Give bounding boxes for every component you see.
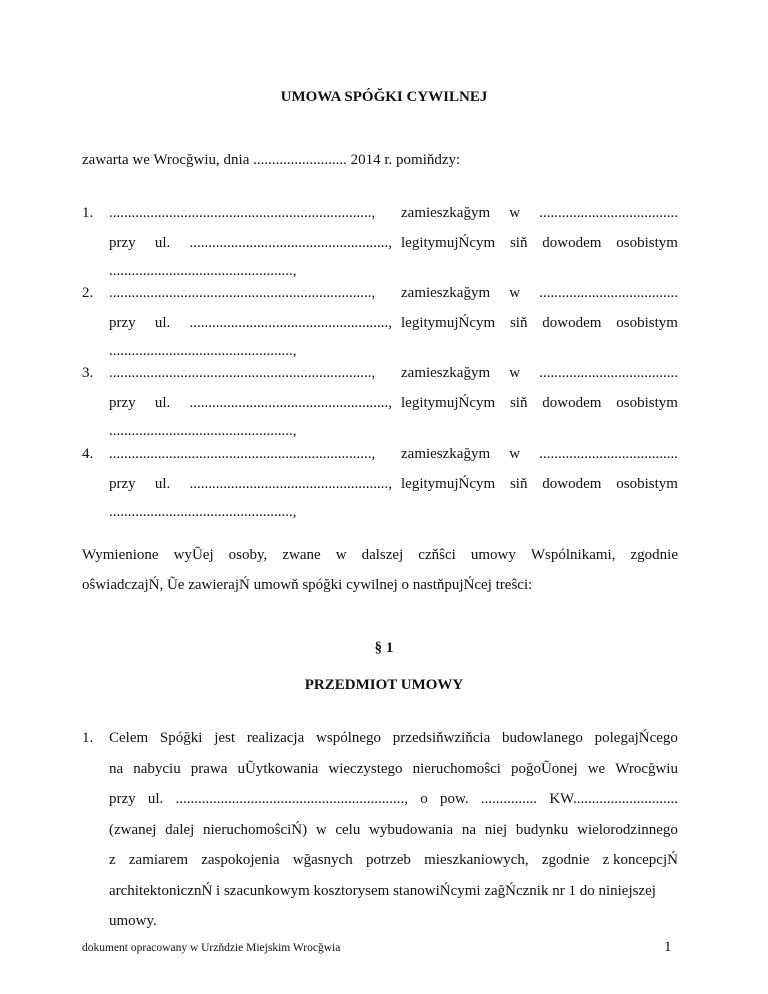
- article-number: 1.: [82, 730, 94, 746]
- article-word: nieruchomoŝci: [412, 760, 501, 777]
- article-word: ...............: [480, 791, 538, 807]
- street-prefix: przy: [109, 315, 136, 331]
- article-word: Celem: [109, 730, 149, 746]
- resident-label: zamieszkağym: [401, 285, 491, 301]
- id-self: siň: [509, 235, 528, 251]
- article-word: budowlanego: [502, 730, 583, 746]
- party-name-dots: ......................................................................,: [109, 285, 376, 301]
- article-word: w: [315, 821, 327, 838]
- article-word: ul.: [147, 791, 164, 807]
- article-word: o: [420, 791, 428, 807]
- id-doc: dowodem: [542, 476, 602, 492]
- article-word: prawa: [190, 760, 228, 777]
- article-word: przedsiňwziňcia: [392, 730, 491, 746]
- party-number: 3.: [82, 365, 94, 381]
- article-word: zamiarem: [128, 852, 189, 868]
- resident-label: zamieszkağym: [401, 446, 491, 462]
- street-prefix: przy: [109, 235, 136, 251]
- statement-word: czňŝci: [418, 547, 456, 563]
- article-word: jest: [214, 730, 236, 746]
- document-title: UMOWA SPÓĞKI CYWILNEJ: [280, 89, 488, 105]
- article-word: uŨytkowania: [237, 760, 319, 777]
- article-word: zgodnie: [541, 852, 590, 868]
- street-ul: ul.: [154, 476, 171, 492]
- article-line: [109, 852, 678, 869]
- id-doc2: osobistym: [616, 315, 678, 331]
- id-doc: dowodem: [542, 235, 602, 251]
- article-word: zaspokojenia: [201, 852, 280, 868]
- article-word: Spóğki: [159, 730, 203, 746]
- resident-label: zamieszkağym: [401, 205, 491, 221]
- article-line: [109, 761, 678, 778]
- article-word: realizacja: [246, 730, 305, 746]
- party-name-dots: ......................................................................,: [109, 365, 376, 381]
- article-word: wieczystego: [328, 760, 403, 777]
- statement-word: zwane: [282, 547, 321, 563]
- statement-word: osoby,: [228, 547, 268, 563]
- article-word: mieszkaniowych,: [424, 852, 529, 868]
- article-word: z koncepcjŃ: [602, 852, 678, 868]
- id-self: siň: [509, 315, 528, 331]
- id-self: siň: [509, 476, 528, 492]
- statement-line-1: [82, 547, 678, 564]
- city-dots: .....................................: [539, 365, 678, 381]
- id-doc2: osobistym: [616, 235, 678, 251]
- article-word: (zwanej: [109, 821, 157, 838]
- id-dots: .................................................,: [109, 343, 297, 359]
- article-line: [109, 822, 678, 839]
- id-label: legitymujŃcym: [401, 315, 496, 331]
- article-word: niej: [484, 821, 508, 838]
- article-word: dalej: [165, 821, 195, 838]
- article-word: wğasnych: [292, 852, 353, 868]
- id-label: legitymujŃcym: [401, 235, 496, 251]
- section-heading: PRZEDMIOT UMOWY: [304, 677, 464, 693]
- intro-line: zawarta we Wrocğwiu, dnia ......................... 2014 r. pomiňdzy:: [82, 152, 461, 168]
- street-ul: ul.: [154, 315, 171, 331]
- city-dots: .....................................: [539, 205, 678, 221]
- article-word: wielorodzinnego: [577, 821, 678, 838]
- city-dots: .....................................: [539, 285, 678, 301]
- article-word: KW............................: [549, 791, 678, 807]
- id-doc: dowodem: [542, 395, 602, 411]
- street-ul: ul.: [154, 235, 171, 251]
- party-number: 2.: [82, 285, 94, 301]
- id-dots: .................................................,: [109, 504, 297, 520]
- statement-word: umowy: [470, 547, 516, 563]
- preposition-w: w: [509, 285, 521, 301]
- id-doc2: osobistym: [616, 476, 678, 492]
- article-word: architektonicznŃ i szacunkowym kosztorysem stanowiŃcymi zağŃcznik nr 1 do niniejszej: [109, 882, 656, 899]
- id-doc: dowodem: [542, 315, 602, 331]
- article-word: przy: [109, 791, 136, 807]
- id-doc2: osobistym: [616, 395, 678, 411]
- statement-word: w: [335, 547, 347, 563]
- statement-word: Wspólnikami,: [530, 547, 616, 563]
- preposition-w: w: [509, 365, 521, 381]
- id-self: siň: [509, 395, 528, 411]
- party-name-dots: ......................................................................,: [109, 446, 376, 462]
- id-label: legitymujŃcym: [401, 395, 496, 411]
- article-word: na: [109, 760, 124, 777]
- article-word: nabyciu: [133, 760, 181, 777]
- section-number: § 1: [374, 640, 394, 656]
- id-dots: .................................................,: [109, 423, 297, 439]
- resident-label: zamieszkağym: [401, 365, 491, 381]
- article-word: pow.: [440, 791, 469, 807]
- article-word: wspólnego: [316, 730, 382, 746]
- statement-word: zgodnie: [630, 547, 678, 563]
- article-word: we: [587, 760, 606, 777]
- statement-paragraph: [82, 547, 678, 593]
- footer-text: dokument opracowany w Urzňdzie Miejskim Wrocğwia: [82, 942, 341, 954]
- statement-line-2: oŝwiadczajŃ, Ũe zawierajŃ umowň spóğki cywilnej o nastňpujŃcej treŝci:: [82, 577, 533, 593]
- page-number: 1: [664, 939, 672, 955]
- party-name-dots: ......................................................................,: [109, 205, 376, 221]
- party-number: 4.: [82, 446, 94, 462]
- article-word: potrzeb: [365, 852, 411, 868]
- id-label: legitymujŃcym: [401, 476, 496, 492]
- statement-word: dalszej: [361, 547, 404, 563]
- street-dots: .....................................................,: [189, 476, 392, 492]
- article-word: .............................................................,: [175, 791, 409, 807]
- article-word: budynku: [515, 821, 569, 838]
- article-word: z: [109, 852, 116, 868]
- street-ul: ul.: [154, 395, 171, 411]
- article-line: [109, 791, 678, 808]
- article-line: [109, 730, 678, 747]
- city-dots: .....................................: [539, 446, 678, 462]
- street-dots: .....................................................,: [189, 395, 392, 411]
- article-word: na: [461, 821, 477, 838]
- preposition-w: w: [509, 446, 521, 462]
- preposition-w: w: [509, 205, 521, 221]
- street-dots: .....................................................,: [189, 235, 392, 251]
- article-word: nieruchomoŝciŃ): [203, 821, 308, 838]
- street-dots: .....................................................,: [189, 315, 392, 331]
- article-word: wybudowania: [369, 821, 454, 838]
- street-prefix: przy: [109, 476, 136, 492]
- article-word: celu: [335, 821, 361, 838]
- statement-word: wyŨej: [173, 547, 214, 563]
- article-line: [109, 883, 678, 900]
- street-prefix: przy: [109, 395, 136, 411]
- id-dots: .................................................,: [109, 263, 297, 279]
- article-word: poğoŨonej: [510, 760, 578, 777]
- article-last-line: umowy.: [109, 913, 157, 929]
- article-word: Wrocğwiu: [615, 760, 678, 777]
- party-number: 1.: [82, 205, 94, 221]
- article-word: polegajŃcego: [594, 730, 678, 746]
- statement-word: Wymienione: [82, 547, 159, 563]
